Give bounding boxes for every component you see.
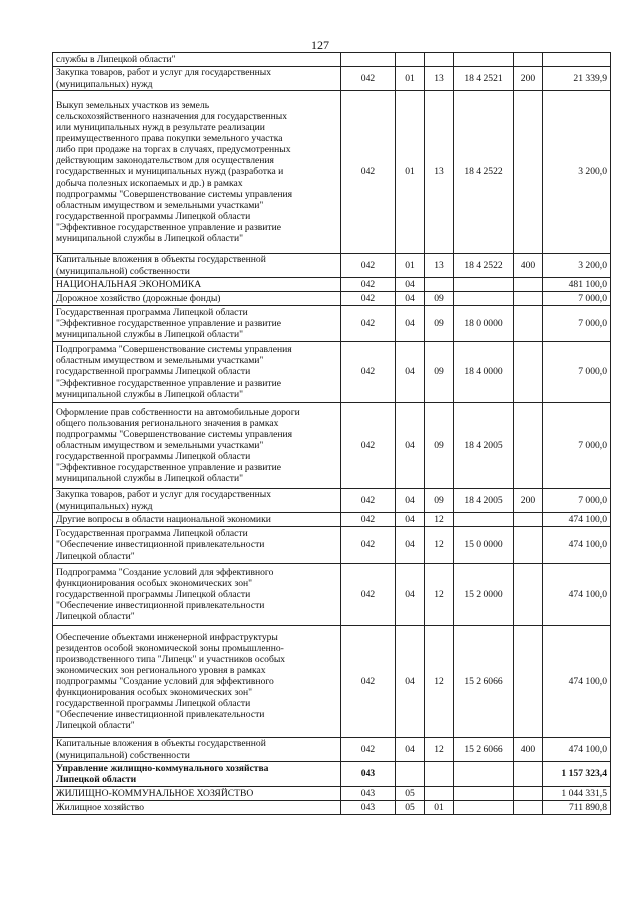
table-row — [53, 801, 611, 815]
section-code-cell — [396, 53, 425, 67]
target-article-code-cell — [454, 787, 514, 801]
table-row — [53, 254, 611, 278]
table-row — [53, 403, 611, 489]
target-article-code-cell — [454, 53, 514, 67]
section-code-cell: 04 — [396, 513, 425, 527]
section-code-cell: 04 — [396, 278, 425, 292]
expense-type-code-cell — [514, 342, 543, 403]
target-article-code-cell: 15 2 0000 — [454, 564, 514, 626]
row-name-cell: Жилищное хозяйство — [53, 801, 341, 815]
section-code-cell: 05 — [396, 787, 425, 801]
subsection-code-cell: 13 — [425, 91, 454, 254]
row-name-cell: Управление жилищно-коммунального хозяйства Липецкой области — [53, 762, 341, 787]
target-article-code-cell: 18 4 0000 — [454, 342, 514, 403]
table-row — [53, 787, 611, 801]
row-name-cell: Капитальные вложения в объекты государственной (муниципальной) собственности — [53, 254, 341, 278]
subsection-code-cell: 13 — [425, 67, 454, 91]
row-name-cell: Государственная программа Липецкой области "Эффективное государственное управление и развитие муниципальной службы в Липецкой области" — [53, 306, 341, 342]
amount-cell: 474 100,0 — [543, 626, 611, 738]
page-number: 127 — [311, 38, 329, 52]
admin-code-cell: 042 — [341, 67, 396, 91]
target-article-code-cell: 18 4 2522 — [454, 91, 514, 254]
admin-code-cell: 042 — [341, 306, 396, 342]
row-name-cell: Закупка товаров, работ и услуг для государственных (муниципальных) нужд — [53, 489, 341, 513]
expense-type-code-cell: 200 — [514, 489, 543, 513]
expense-type-code-cell — [514, 513, 543, 527]
amount-cell: 1 157 323,4 — [543, 762, 611, 787]
table-row — [53, 762, 611, 787]
row-name-cell: Другие вопросы в области национальной экономики — [53, 513, 341, 527]
row-name-cell: Дорожное хозяйство (дорожные фонды) — [53, 292, 341, 306]
amount-cell: 7 000,0 — [543, 342, 611, 403]
table-row — [53, 489, 611, 513]
subsection-code-cell: 12 — [425, 564, 454, 626]
row-name-cell: Капитальные вложения в объекты государственной (муниципальной) собственности — [53, 738, 341, 762]
expense-type-code-cell — [514, 527, 543, 564]
section-code-cell: 04 — [396, 403, 425, 489]
expense-type-code-cell: 400 — [514, 254, 543, 278]
subsection-code-cell: 09 — [425, 403, 454, 489]
target-article-code-cell — [454, 278, 514, 292]
subsection-code-cell: 12 — [425, 513, 454, 527]
subsection-code-cell: 12 — [425, 626, 454, 738]
subsection-code-cell — [425, 787, 454, 801]
table-row — [53, 527, 611, 564]
table-row — [53, 342, 611, 403]
section-code-cell: 01 — [396, 254, 425, 278]
admin-code-cell: 043 — [341, 762, 396, 787]
target-article-code-cell: 18 4 2005 — [454, 489, 514, 513]
section-code-cell: 04 — [396, 738, 425, 762]
target-article-code-cell: 15 0 0000 — [454, 527, 514, 564]
expense-type-code-cell — [514, 53, 543, 67]
section-code-cell: 04 — [396, 527, 425, 564]
expense-type-code-cell — [514, 91, 543, 254]
expense-type-code-cell — [514, 278, 543, 292]
admin-code-cell: 042 — [341, 254, 396, 278]
subsection-code-cell: 09 — [425, 306, 454, 342]
admin-code-cell: 042 — [341, 738, 396, 762]
section-code-cell: 01 — [396, 91, 425, 254]
target-article-code-cell: 18 4 2005 — [454, 403, 514, 489]
admin-code-cell: 043 — [341, 787, 396, 801]
table-row — [53, 91, 611, 254]
admin-code-cell: 042 — [341, 564, 396, 626]
row-name-cell: Оформление прав собственности на автомобильные дороги общего пользования регионального значения в рамках подпрограммы "Совершенствование системы управления областным имуществом и земельными участками" государственной программы Липецкой области "Эффективное государственное управление и развитие муниципальной службы в Липецкой области" — [53, 403, 341, 489]
section-code-cell: 04 — [396, 342, 425, 403]
section-code-cell: 04 — [396, 564, 425, 626]
table-row — [53, 738, 611, 762]
admin-code-cell — [341, 53, 396, 67]
table-row — [53, 626, 611, 738]
section-code-cell: 04 — [396, 626, 425, 738]
section-code-cell: 05 — [396, 801, 425, 815]
table-row — [53, 53, 611, 67]
admin-code-cell: 042 — [341, 513, 396, 527]
row-name-cell: Закупка товаров, работ и услуг для государственных (муниципальных) нужд — [53, 67, 341, 91]
table-row — [53, 513, 611, 527]
amount-cell: 474 100,0 — [543, 564, 611, 626]
amount-cell: 474 100,0 — [543, 513, 611, 527]
row-name-cell: НАЦИОНАЛЬНАЯ ЭКОНОМИКА — [53, 278, 341, 292]
admin-code-cell: 042 — [341, 489, 396, 513]
amount-cell: 7 000,0 — [543, 306, 611, 342]
section-code-cell: 04 — [396, 489, 425, 513]
expense-type-code-cell — [514, 564, 543, 626]
subsection-code-cell — [425, 278, 454, 292]
section-code-cell: 04 — [396, 292, 425, 306]
expense-type-code-cell — [514, 762, 543, 787]
admin-code-cell: 042 — [341, 342, 396, 403]
subsection-code-cell: 12 — [425, 527, 454, 564]
admin-code-cell: 043 — [341, 801, 396, 815]
expense-type-code-cell — [514, 403, 543, 489]
amount-cell: 3 200,0 — [543, 254, 611, 278]
amount-cell: 7 000,0 — [543, 292, 611, 306]
table-row — [53, 292, 611, 306]
row-name-cell: Выкуп земельных участков из земель сельскохозяйственного назначения для государственных или муниципальных нужд в результате реализации преимущественного права покупки земельного участка либо при продаже на торгах в случаях, предусмотренных действующим законодательством для осуществления государственных и муниципальных нужд (разработка и добыча полезных ископаемых и др.) в рамках подпрограммы "Совершенствование системы управления областным имуществом и земельными участками" государственной программы Липецкой области "Эффективное государственное управление и развитие муниципальной службы в Липецкой области" — [53, 91, 341, 254]
row-name-cell: Подпрограмма "Совершенствование системы управления областным имуществом и земельными участками" государственной программы Липецкой области "Эффективное государственное управление и развитие муниципальной службы в Липецкой области" — [53, 342, 341, 403]
row-name-cell: службы в Липецкой области" — [53, 53, 341, 67]
amount-cell: 711 890,8 — [543, 801, 611, 815]
amount-cell: 474 100,0 — [543, 738, 611, 762]
subsection-code-cell — [425, 762, 454, 787]
amount-cell: 21 339,9 — [543, 67, 611, 91]
target-article-code-cell: 15 2 6066 — [454, 626, 514, 738]
expense-type-code-cell — [514, 292, 543, 306]
table-row — [53, 67, 611, 91]
admin-code-cell: 042 — [341, 278, 396, 292]
expense-type-code-cell — [514, 801, 543, 815]
amount-cell: 481 100,0 — [543, 278, 611, 292]
expense-type-code-cell — [514, 306, 543, 342]
section-code-cell — [396, 762, 425, 787]
section-code-cell: 01 — [396, 67, 425, 91]
admin-code-cell: 042 — [341, 403, 396, 489]
target-article-code-cell — [454, 292, 514, 306]
table-row — [53, 306, 611, 342]
amount-cell: 7 000,0 — [543, 489, 611, 513]
table-body — [53, 53, 611, 815]
amount-cell: 474 100,0 — [543, 527, 611, 564]
amount-cell: 1 044 331,5 — [543, 787, 611, 801]
expense-type-code-cell — [514, 787, 543, 801]
admin-code-cell: 042 — [341, 527, 396, 564]
target-article-code-cell: 18 0 0000 — [454, 306, 514, 342]
subsection-code-cell: 09 — [425, 292, 454, 306]
target-article-code-cell: 18 4 2522 — [454, 254, 514, 278]
target-article-code-cell: 18 4 2521 — [454, 67, 514, 91]
subsection-code-cell: 09 — [425, 342, 454, 403]
subsection-code-cell — [425, 53, 454, 67]
amount-cell: 3 200,0 — [543, 91, 611, 254]
row-name-cell: Государственная программа Липецкой области "Обеспечение инвестиционной привлекательности Липецкой области" — [53, 527, 341, 564]
expense-type-code-cell: 200 — [514, 67, 543, 91]
budget-table — [52, 52, 611, 815]
subsection-code-cell: 09 — [425, 489, 454, 513]
target-article-code-cell — [454, 801, 514, 815]
target-article-code-cell: 15 2 6066 — [454, 738, 514, 762]
amount-cell — [543, 53, 611, 67]
admin-code-cell: 042 — [341, 626, 396, 738]
row-name-cell: Обеспечение объектами инженерной инфраструктуры резидентов особой экономической зоны промышленно- производственного типа "Липецк" и участников особых экономических зон регионального уровня в рамках подпрограммы "Создание условий для эффективного функционирования особых экономических зон" государственной программы Липецкой области "Обеспечение инвестиционной привлекательности Липецкой области" — [53, 626, 341, 738]
row-name-cell: Подпрограмма "Создание условий для эффективного функционирования особых экономических зон" государственной программы Липецкой области "Обеспечение инвестиционной привлекательности Липецкой области" — [53, 564, 341, 626]
table-row — [53, 278, 611, 292]
row-name-cell: ЖИЛИЩНО-КОММУНАЛЬНОЕ ХОЗЯЙСТВО — [53, 787, 341, 801]
expense-type-code-cell — [514, 626, 543, 738]
subsection-code-cell: 13 — [425, 254, 454, 278]
subsection-code-cell: 12 — [425, 738, 454, 762]
admin-code-cell: 042 — [341, 91, 396, 254]
table-row — [53, 564, 611, 626]
amount-cell: 7 000,0 — [543, 403, 611, 489]
target-article-code-cell — [454, 762, 514, 787]
admin-code-cell: 042 — [341, 292, 396, 306]
subsection-code-cell: 01 — [425, 801, 454, 815]
target-article-code-cell — [454, 513, 514, 527]
expense-type-code-cell: 400 — [514, 738, 543, 762]
section-code-cell: 04 — [396, 306, 425, 342]
